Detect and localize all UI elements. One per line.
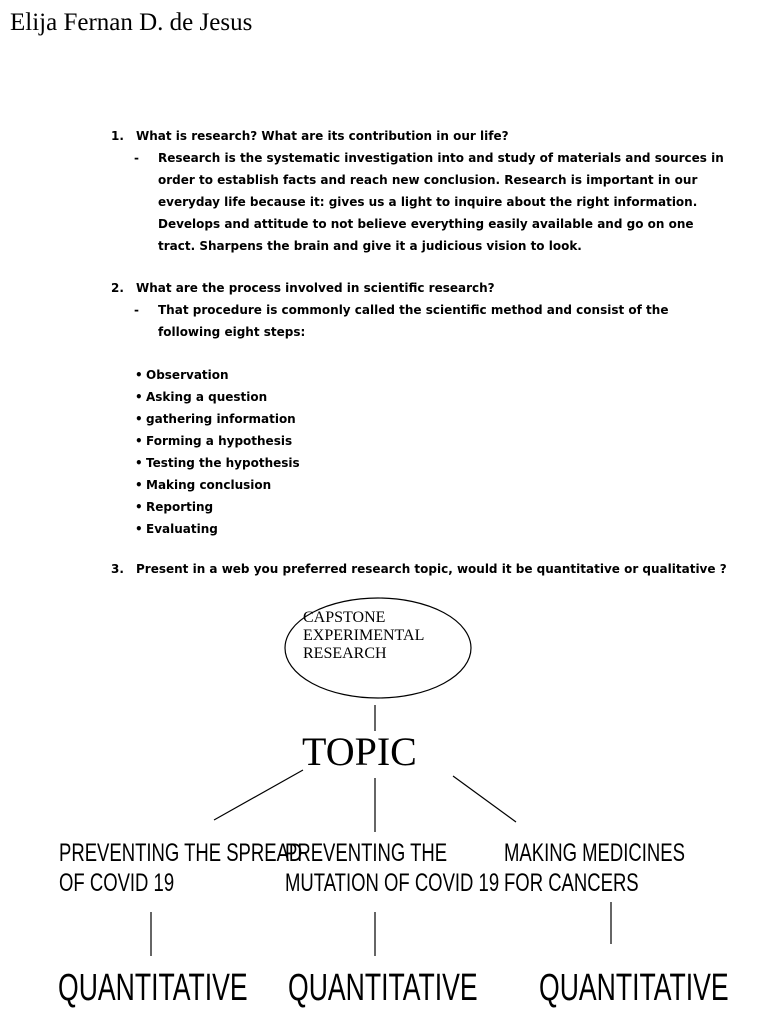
- step-label: Forming a hypothesis: [146, 434, 293, 448]
- bullet: •: [135, 522, 143, 536]
- step-label: Reporting: [146, 500, 214, 514]
- connector-topic-right: [453, 776, 516, 822]
- question-number: 3.: [111, 562, 124, 576]
- bullet: •: [135, 500, 143, 514]
- bullet: •: [135, 390, 143, 404]
- connector-topic-left: [214, 770, 303, 820]
- subtopic-line: MAKING MEDICINES: [504, 839, 685, 867]
- bullet: •: [135, 456, 143, 470]
- bullet: •: [135, 412, 143, 426]
- step-label: Observation: [146, 368, 229, 382]
- question-text: What is research? What are its contribution in our life?: [136, 129, 509, 143]
- answer-line: order to establish facts and reach new conclusion. Research is important in our: [158, 173, 698, 187]
- subtopic-3: [504, 838, 685, 898]
- answer-line: following eight steps:: [158, 325, 306, 339]
- question-number: 2.: [111, 281, 124, 295]
- center-node-line: RESEARCH: [303, 645, 387, 662]
- subtopic-line: OF COVID 19: [59, 869, 175, 897]
- type-label-3: QUANTITATIVE: [539, 967, 729, 1009]
- question-number: 1.: [111, 129, 124, 143]
- bullet: •: [135, 434, 143, 448]
- subtopic-line: FOR CANCERS: [504, 869, 639, 897]
- center-node: [303, 609, 424, 663]
- question-text: Present in a web you preferred research topic, would it be quantitative or qualitative ?: [136, 562, 727, 576]
- step-label: Evaluating: [146, 522, 218, 536]
- answer-line: Research is the systematic investigation into and study of materials and sources in: [158, 151, 724, 165]
- answer-line: tract. Sharpens the brain and give it a judicious vision to look.: [158, 239, 582, 253]
- answer-line: That procedure is commonly called the scientific method and consist of the: [158, 303, 669, 317]
- question-text: What are the process involved in scientific research?: [136, 281, 495, 295]
- bullet: •: [135, 478, 143, 492]
- subtopic-2: [285, 838, 499, 898]
- answer-dash: -: [134, 303, 139, 317]
- type-label-2: QUANTITATIVE: [288, 967, 478, 1009]
- topic-node: TOPIC: [302, 729, 417, 774]
- answer-dash: -: [134, 151, 139, 165]
- type-label-1: QUANTITATIVE: [58, 967, 248, 1009]
- answer-line: Develops and attitude to not believe everything easily available and go on one: [158, 217, 694, 231]
- center-node-line: EXPERIMENTAL: [303, 627, 425, 644]
- center-node-line: CAPSTONE: [303, 609, 386, 626]
- step-label: Testing the hypothesis: [146, 456, 300, 470]
- subtopic-line: PREVENTING THE SPREAD: [59, 839, 303, 867]
- step-label: Asking a question: [146, 390, 268, 404]
- subtopic-line: MUTATION OF COVID 19: [285, 869, 500, 897]
- bullet: •: [135, 368, 143, 382]
- author-name: Elija Fernan D. de Jesus: [10, 9, 253, 36]
- subtopic-line: PREVENTING THE: [285, 839, 448, 867]
- step-label: Making conclusion: [146, 478, 272, 492]
- step-label: gathering information: [146, 412, 296, 426]
- subtopic-1: [59, 838, 302, 898]
- answer-line: everyday life because it: gives us a light to inquire about the right information.: [158, 195, 698, 209]
